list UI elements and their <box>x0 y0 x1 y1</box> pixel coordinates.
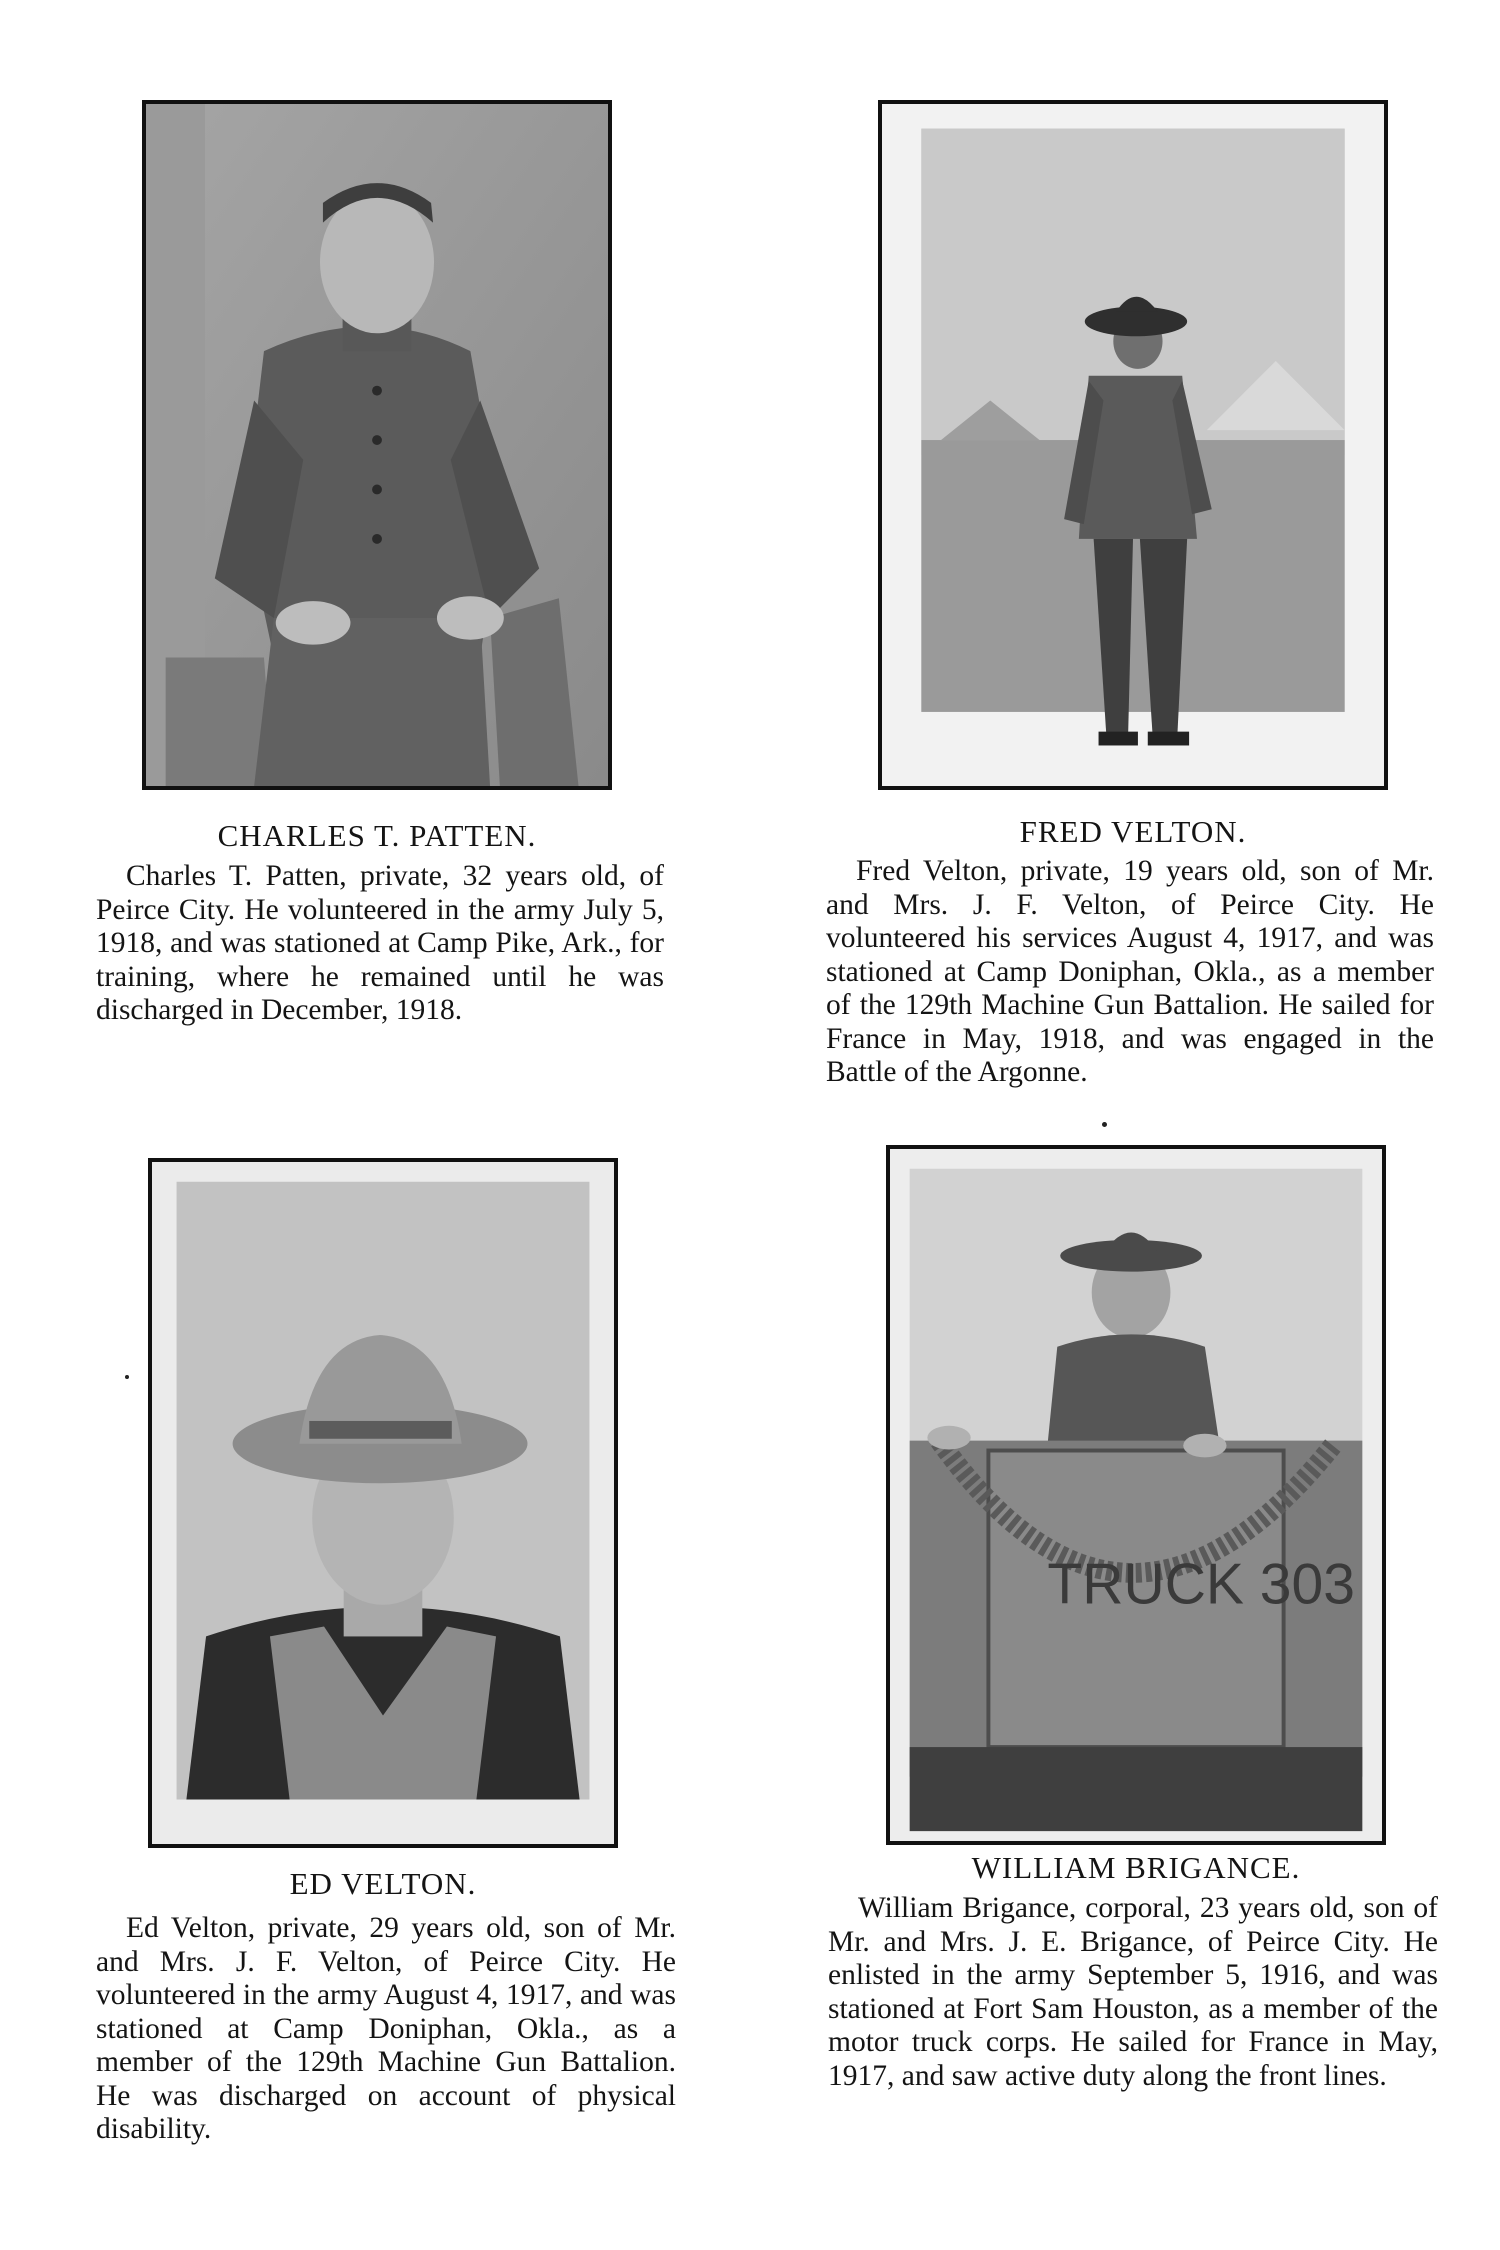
entry-title-fred-velton: FRED VELTON. <box>1019 814 1247 849</box>
soldier-on-truck-image <box>890 1149 1382 1841</box>
entry-title-charles-t-patten: CHARLES T. PATTEN. <box>217 818 537 853</box>
entry-text-charles-t-patten: Charles T. Patten, private, 32 years old, of Peirce City. He volunteered in the army July 5, 1918, and was stationed at Camp Pike, Ark., for training, where he remained until he was discharged in December, 1918. <box>96 860 664 1026</box>
photo-william-brigance <box>886 1145 1386 1845</box>
photo-fred-velton <box>878 100 1388 790</box>
entry-text-ed-velton: Ed Velton, private, 29 years old, son of Mr. and Mrs. J. F. Velton, of Peirce City. He volunteered in the army August 4, 1917, and was stationed at Camp Doniphan, Okla., as a member of the 129th Machine Gun Battalion. He was discharged on account of physical disability. <box>96 1912 676 2145</box>
scan-speck <box>125 1375 129 1379</box>
portrait-soldier-image <box>152 1162 614 1844</box>
entry-title-ed-velton: ED VELTON. <box>289 1866 477 1901</box>
entry-text-fred-velton: Fred Velton, private, 19 years old, son of Mr. and Mrs. J. F. Velton, of Peirce City. He volunteered his services August 4, 1917, and was stationed at Camp Doniphan, Okla., as a member of the 129th Machine Gun Battalion. He sailed for France in May, 1918, and was engaged in the Battle of the Argonne. <box>826 855 1434 1088</box>
scan-speck <box>1102 1122 1107 1127</box>
seated-soldier-image <box>146 104 608 786</box>
photo-ed-velton <box>148 1158 618 1848</box>
entry-title-william-brigance: WILLIAM BRIGANCE. <box>971 1850 1301 1885</box>
truck-lettering: TRUCK 303 <box>1047 1552 1356 1617</box>
standing-soldier-image <box>882 104 1384 786</box>
photo-charles-t-patten <box>142 100 612 790</box>
entry-text-william-brigance: William Brigance, corporal, 23 years old, son of Mr. and Mrs. J. E. Brigance, of Peirce City. He enlisted in the army September 5, 1916, and was stationed at Fort Sam Houston, as a member of the motor truck corps. He sailed for France in May, 1917, and saw active duty along the front lines. <box>828 1892 1438 2092</box>
